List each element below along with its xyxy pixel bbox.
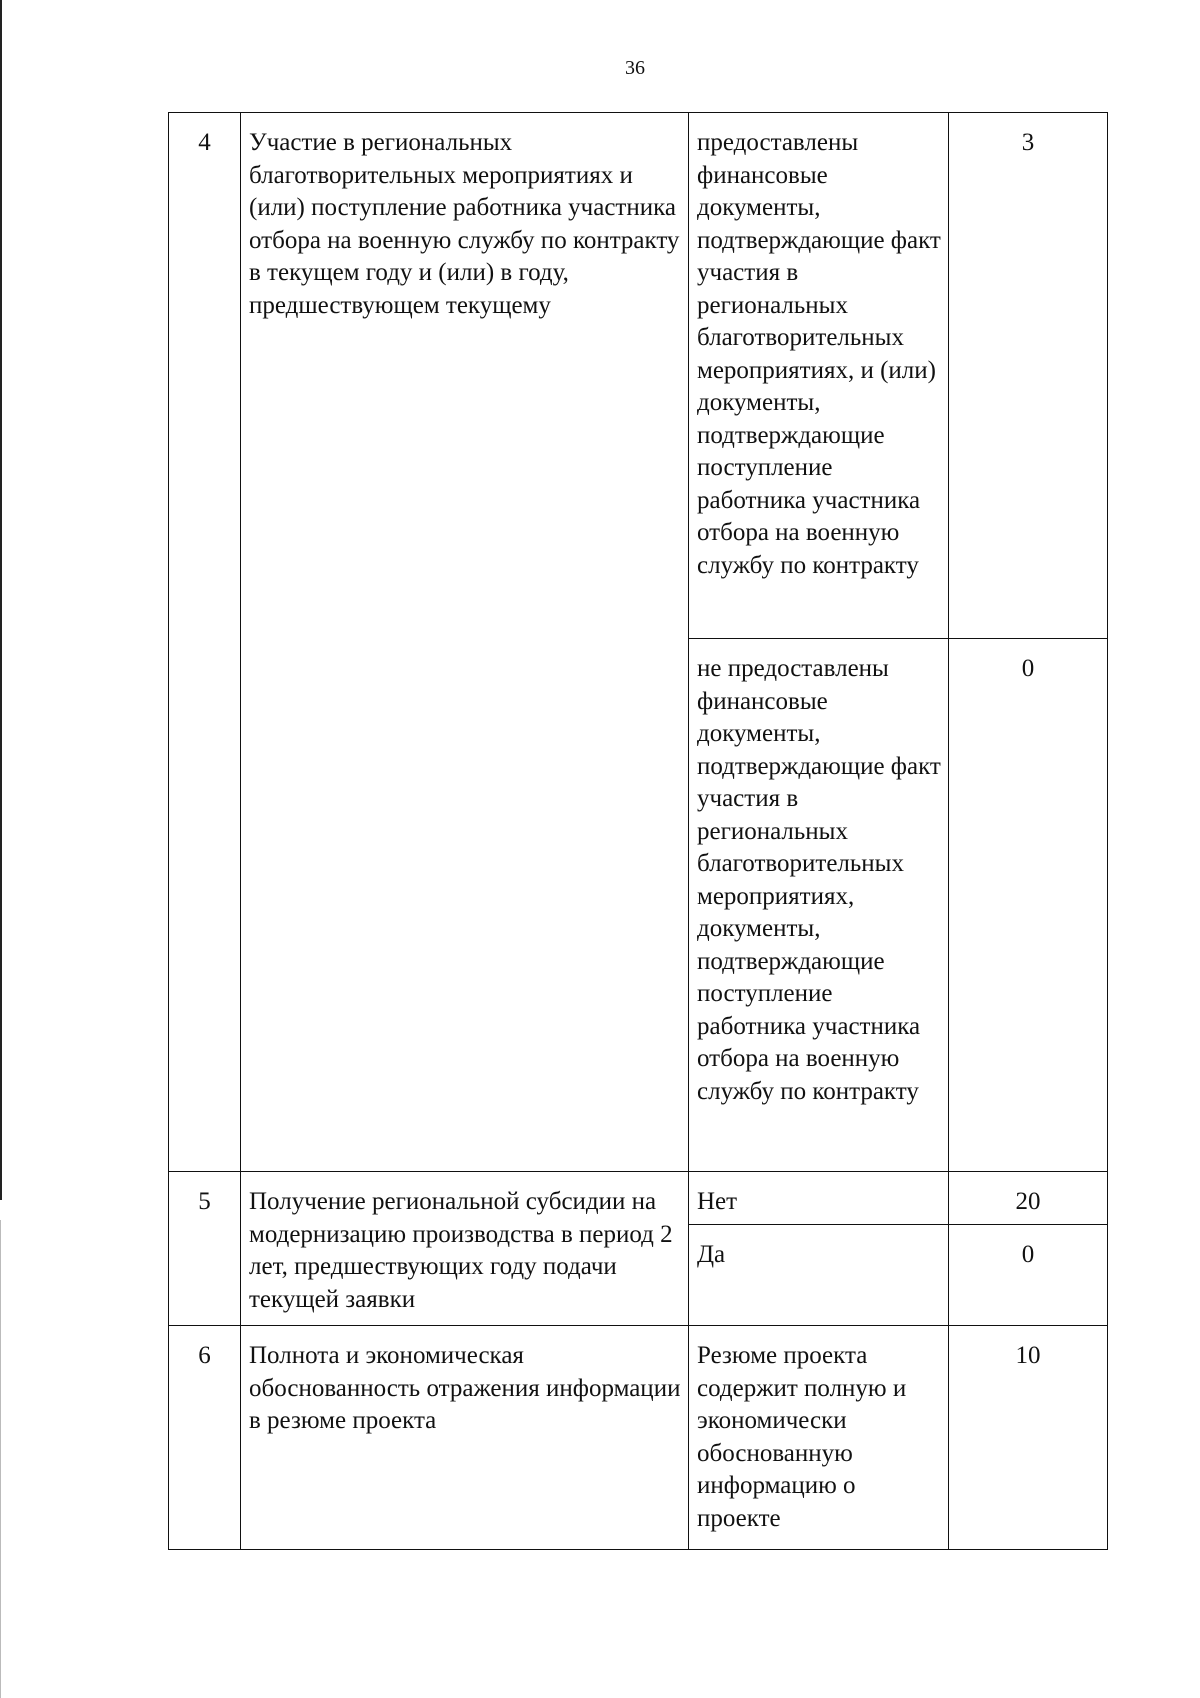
table-row	[169, 113, 1108, 639]
score-cell: 0	[949, 1225, 1108, 1326]
score-cell: 10	[949, 1326, 1108, 1550]
row-number-cell: 6	[169, 1326, 241, 1550]
page-number: 36	[625, 57, 645, 79]
criterion-cell: Участие в региональных благотворительных мероприятиях и (или) поступление работника участника отбора на военную службу по контракту в текущем году и (или) в году, предшествующем текущему	[241, 113, 689, 1172]
condition-cell: не предоставлены финансовые документы, подтверждающие факт участия в региональных благотворительных мероприятиях, документы, подтверждающие поступление работника участника отбора на военную службу по контракту	[689, 639, 949, 1172]
condition-cell: предоставлены финансовые документы, подтверждающие факт участия в региональных благотворительных мероприятиях, и (или) документы, подтверждающие поступление работника участника отбора на военную службу по контракту	[689, 113, 949, 639]
row-number-cell: 5	[169, 1172, 241, 1326]
criterion-cell: Получение региональной субсидии на модернизацию производства в период 2 лет, предшествующих году подачи текущей заявки	[241, 1172, 689, 1326]
score-cell: 0	[949, 639, 1108, 1172]
criteria-table	[168, 112, 1108, 1550]
row-number-cell: 4	[169, 113, 241, 1172]
criterion-cell: Полнота и экономическая обоснованность отражения информации в резюме проекта	[241, 1326, 689, 1550]
condition-cell: Нет	[689, 1172, 949, 1225]
condition-cell: Да	[689, 1225, 949, 1326]
table-row	[169, 1172, 1108, 1225]
scan-edge	[0, 0, 2, 1200]
score-cell: 3	[949, 113, 1108, 639]
score-cell: 20	[949, 1172, 1108, 1225]
condition-cell: Резюме проекта содержит полную и экономически обоснованную информацию о проекте	[689, 1326, 949, 1550]
scan-edge	[0, 1220, 1, 1698]
table-row	[169, 1326, 1108, 1550]
